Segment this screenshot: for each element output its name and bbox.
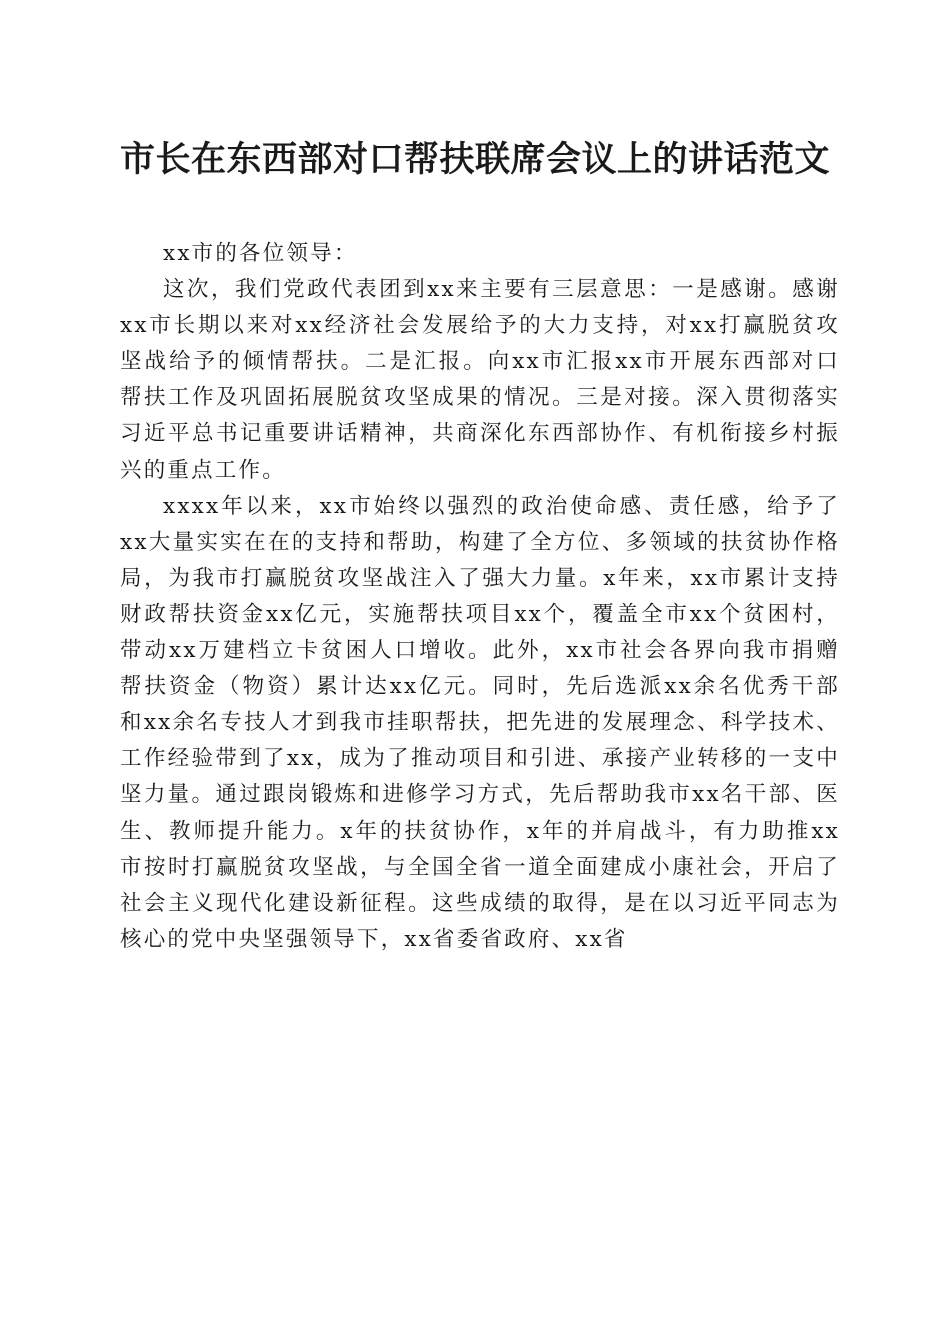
document-body xyxy=(120,236,840,958)
document-title: 市长在东西部对口帮扶联席会议上的讲话范文 xyxy=(119,139,830,180)
body-paragraph: xxxx年以来，xx市始终以强烈的政治使命感、责任感，给予了xx大量实实在在的支持和帮助，构建了全方位、多领域的扶贫协作格局，为我市打赢脱贫攻坚战注入了强大力量。x年来，xx市累计支持财政帮扶资金xx亿元，实施帮扶项目xx个，覆盖全市xx个贫困村，带动xx万建档立卡贫困人口增收。此外，xx市社会各界向我市捐赠帮扶资金（物资）累计达xx亿元。同时，先后选派xx余名优秀干部和xx余名专技人才到我市挂职帮扶，把先进的发展理念、科学技术、工作经验带到了xx，成为了推动项目和引进、承接产业转移的一支中坚力量。通过跟岗锻炼和进修学习方式，先后帮助我市xx名干部、医生、教师提升能力。x年的扶贫协作，x年的并肩战斗，有力助推xx市按时打赢脱贫攻坚战，与全国全省一道全面建成小康社会，开启了社会主义现代化建设新征程。这些成绩的取得，是在以习近平同志为核心的党中央坚强领导下，xx省委省政府、xx省 xyxy=(120,493,840,952)
salutation-paragraph: xx市的各位领导： xyxy=(163,241,358,266)
body-paragraph: 这次，我们党政代表团到xx来主要有三层意思：一是感谢。感谢xx市长期以来对xx经济社会发展给予的大力支持，对xx打赢脱贫攻坚战给予的倾情帮扶。二是汇报。向xx市汇报xx市开展东西部对口帮扶工作及巩固拓展脱贫攻坚成果的情况。三是对接。深入贯彻落实习近平总书记重要讲话精神，共商深化东西部协作、有机衔接乡村振兴的重点工作。 xyxy=(120,277,840,483)
